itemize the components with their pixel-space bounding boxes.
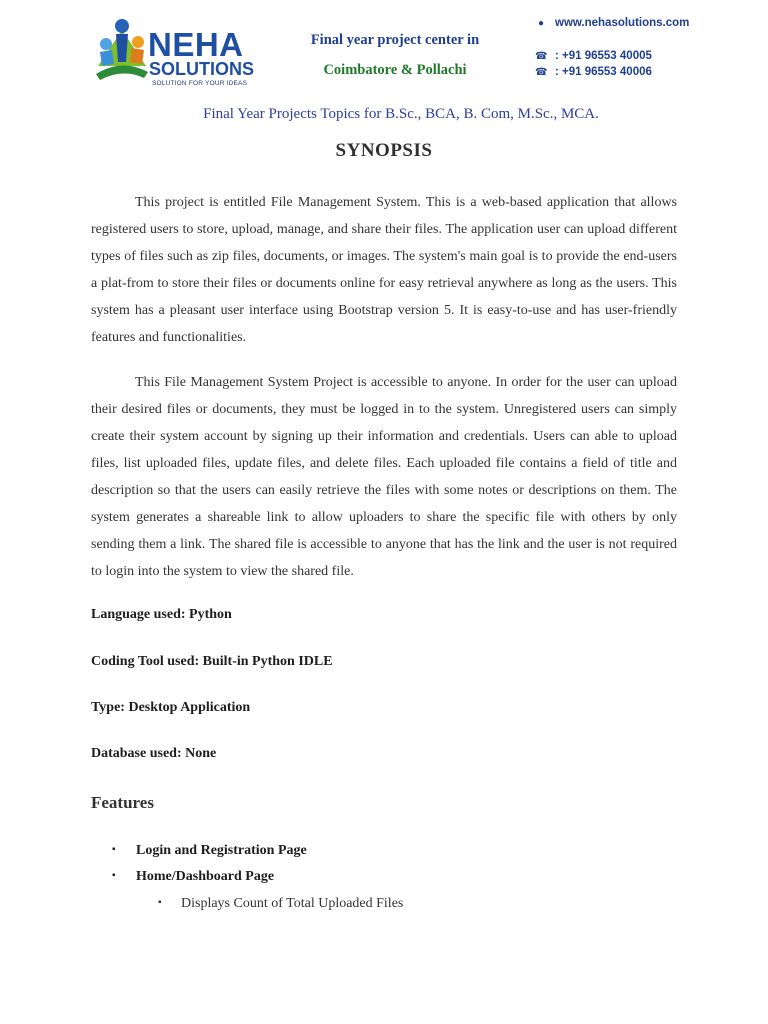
document-subtitle: Final Year Projects Topics for B.Sc., BCA, B. Com, M.Sc., MCA. — [203, 106, 599, 122]
language-used: Language used: Python — [91, 607, 232, 622]
logo-tagline: SOLUTION FOR YOUR IDEAS — [152, 80, 248, 87]
bullet-icon: ▪ — [158, 897, 162, 908]
company-logo — [92, 14, 262, 94]
document-title: SYNOPSIS — [335, 140, 433, 161]
feature-list-item — [112, 843, 307, 859]
website-row — [535, 15, 689, 31]
header-center-line1: Final year project center in — [310, 32, 480, 48]
feature-sublist-item — [158, 896, 403, 912]
phone-row-1 — [535, 48, 689, 64]
paragraph-text: This File Management System Project is accessible to anyone. In order for the user can upload their desired files or documents, they must be logged in to the system. Unregistered users can simply create their system account by signing up their information and credentials. Users can able to upload files, list uploaded files, update files, and delete files. Each uploaded file contains a field of title and description so that the users can easily retrieve the files with some notes or descriptions on them. The system generates a shareable link to allow uploaders to share the specific file with others by only sending them a link. The shared file is accessible to anyone that has the link and the user is not required to login into the system to view the shared file. — [91, 375, 677, 579]
page-header — [0, 0, 768, 100]
logo-figures-icon — [92, 18, 152, 94]
header-center-text — [300, 32, 490, 79]
phone-number-1: : +91 96553 40005 — [555, 50, 652, 62]
coding-tool-used: Coding Tool used: Built-in Python IDLE — [91, 654, 333, 669]
synopsis-paragraph-2 — [91, 369, 677, 585]
feature-sub-label: Displays Count of Total Uploaded Files — [181, 896, 404, 911]
logo-brand-sub: SOLUTIONS — [149, 59, 255, 79]
globe-icon: ● — [537, 17, 545, 29]
bullet-icon: ▪ — [112, 870, 116, 881]
feature-label: Home/Dashboard Page — [136, 869, 275, 884]
phone-number-2: : +91 96553 40006 — [555, 66, 652, 78]
phone-row-2 — [535, 64, 689, 80]
project-type: Type: Desktop Application — [91, 700, 251, 715]
features-heading: Features — [91, 793, 154, 812]
synopsis-paragraph-1 — [91, 189, 677, 351]
header-center-line2: Coimbatore & Pollachi — [323, 62, 467, 78]
database-used: Database used: None — [91, 746, 217, 761]
feature-list-item — [112, 869, 274, 885]
contact-block — [535, 15, 689, 80]
website-link[interactable]: www.nehasolutions.com — [555, 17, 690, 29]
feature-label: Login and Registration Page — [136, 843, 307, 858]
phone-icon: ☎ — [535, 66, 548, 78]
logo-brand: NEHA — [148, 26, 244, 63]
bullet-icon: ▪ — [112, 844, 116, 855]
paragraph-text: This project is entitled File Management System. This is a web-based application that allows registered users to store, upload, manage, and share their files. The application user can upload different types of files such as zip files, documents, or images. The system's main goal is to provide the end-users a plat-from to store their files or documents online for easy retrieval anywhere as long as the users. This system has a pleasant user interface using Bootstrap version 5. It is easy-to-use and has user-friendly features and functionalities. — [91, 195, 677, 345]
phone-icon: ☎ — [535, 50, 548, 62]
